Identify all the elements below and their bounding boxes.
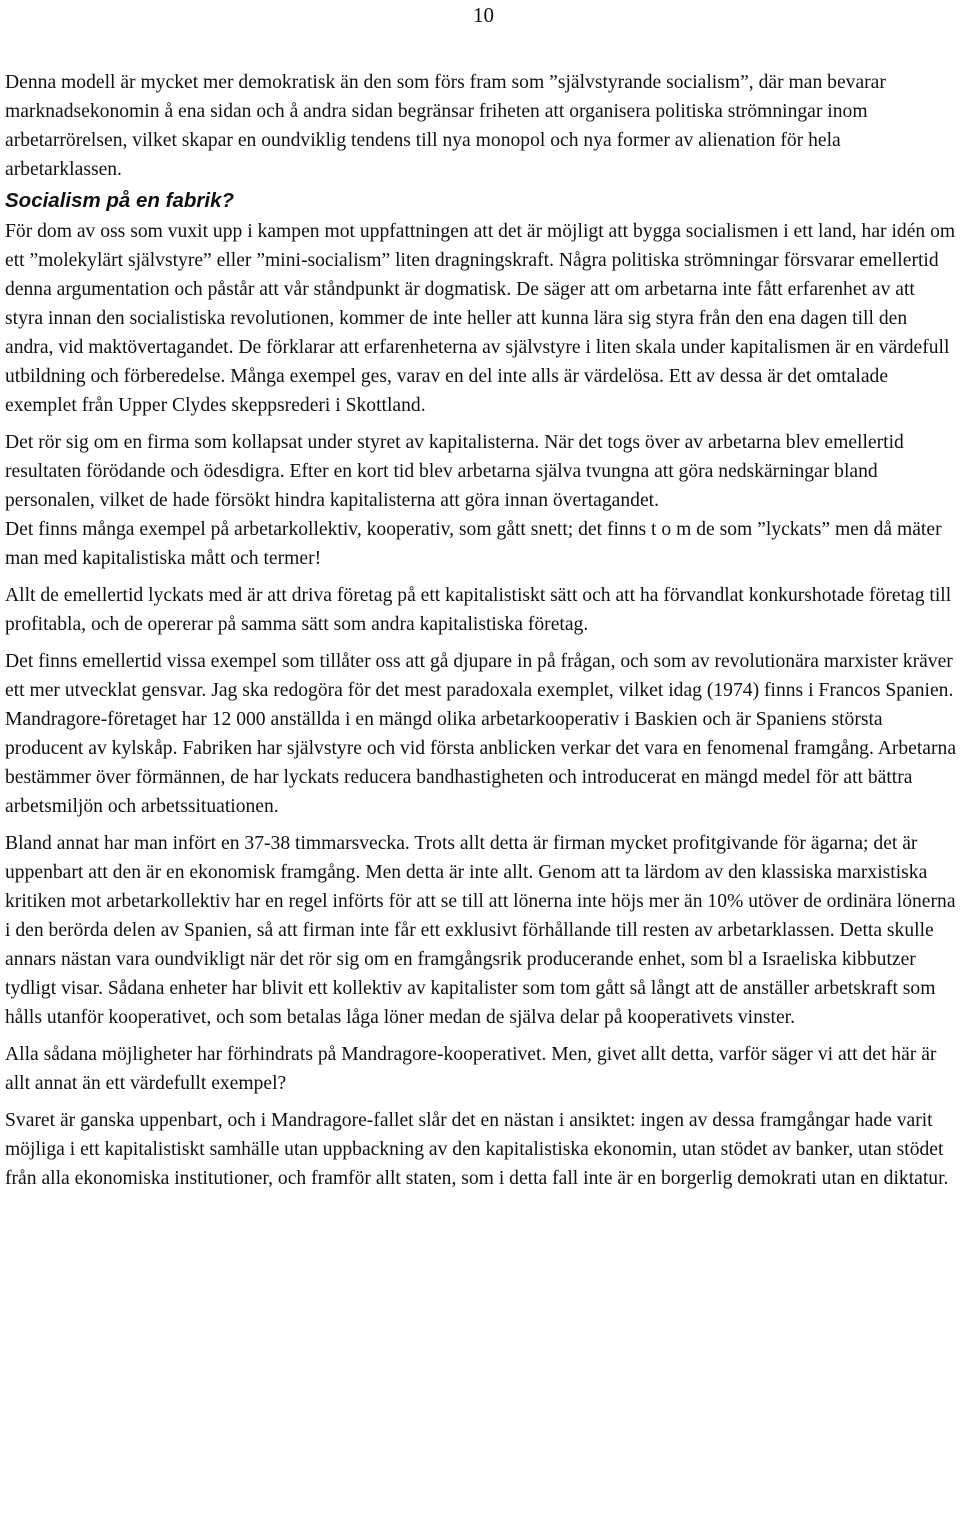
body-paragraph: Bland annat har man infört en 37-38 timmarsvecka. Trots allt detta är firman mycket profitgivande för ägarna; det är uppenbart att den är en ekonomisk framgång. Men detta är inte allt. Genom att ta lärdom av den klassiska marxistiska kritiken mot arbetarkollektiv har en regel införts för att se till att lönerna inte höjs mer än 10% utöver de ordinära lönerna i den berörda delen av Spanien, så att firman inte får ett exklusivt förhållande till resten av arbetarklassen. Detta skulle annars nästan vara oundvikligt när det rör sig om en framgångsrik producerande enhet, som bl a Israeliska kibbutzer tydligt visar. Sådana enheter har blivit ett kollektiv av kapitalister som tom gått så långt att de anställer arbetskraft som hålls utanför kooperativet, och som betalas låga löner medan de själva delar på kooperativets vinster. <box>5 833 956 1028</box>
body-paragraph: Det rör sig om en firma som kollapsat under styret av kapitalisterna. När det togs över av arbetarna blev emellertid resultaten förödande och ödesdigra. Efter en kort tid blev arbetarna själva tvungna att göra nedskärningar bland personalen, vilket de hade försökt hindra kapitalisterna att göra innan övertagandet. <box>5 432 904 511</box>
body-paragraph: Mandragore-företaget har 12 000 anställda i en mängd olika arbetarkooperativ i Baskien och är Spaniens största producent av kylskåp. Fabriken har självstyre och vid första anblicken verkar det vara en fenomenal framgång. Arbetarna bestämmer över förmännen, de har lyckats reducera bandhastigheten och introducerat en mängd medel för att bättra arbetsmiljön och arbetssituationen. <box>5 709 957 817</box>
section-heading: Socialism på en fabrik? <box>5 189 234 212</box>
document-body <box>5 68 957 1193</box>
body-paragraph: Alla sådana möjligheter har förhindrats på Mandragore-kooperativet. Men, givet allt detta, varför säger vi att det här är allt annat än ett värdefullt exempel? <box>5 1044 937 1094</box>
body-paragraph: För dom av oss som vuxit upp i kampen mot uppfattningen att det är möjligt att bygga socialismen i ett land, har idén om ett ”molekylärt självstyre” eller ”mini-socialism” liten dragningskraft. Några politiska strömningar försvarar emellertid denna argumentation och påstår att vår ståndpunkt är dogmatisk. De säger att om arbetarna inte fått erfarenhet av att styra innan den socialistiska revolutionen, kommer de inte heller att kunna lära sig styra från den ena dagen till den andra, vid maktövertagandet. De förklarar att erfarenheterna av självstyre i liten skala under kapitalismen är en värdefull utbildning och förberedelse. Många exempel ges, varav en del inte alls är värdelösa. Ett av dessa är det omtalade exemplet från Upper Clydes skeppsrederi i Skottland. <box>5 221 956 416</box>
body-paragraph: Det finns många exempel på arbetarkollektiv, kooperativ, som gått snett; det finns t o m de som ”lyckats” men då mäter man med kapitalistiska mått och termer! <box>5 519 942 569</box>
body-paragraph: Det finns emellertid vissa exempel som tillåter oss att gå djupare in på frågan, och som av revolutionära marxister kräver ett mer utvecklat gensvar. Jag ska redogöra för det mest paradoxala exemplet, vilket idag (1974) finns i Francos Spanien. <box>5 651 954 701</box>
body-paragraph: Svaret är ganska uppenbart, och i Mandragore-fallet slår det en nästan i ansiktet: ingen av dessa framgångar hade varit möjliga i ett kapitalistiskt samhälle utan uppbackning av den kapitalistiska ekonomin, utan stödet av banker, utan stödet från alla ekonomiska institutioner, och framför allt staten, som i detta fall inte är en borgerlig demokrati utan en diktatur. <box>5 1110 949 1189</box>
page-number: 10 <box>473 3 494 27</box>
intro-paragraph: Denna modell är mycket mer demokratisk än den som förs fram som ”självstyrande socialism”, där man bevarar marknadsekonomin å ena sidan och å andra sidan begränsar friheten att organisera politiska strömningar inom arbetarrörelsen, vilket skapar en oundviklig tendens till nya monopol och nya former av alienation för hela arbetarklassen. <box>5 72 886 180</box>
body-paragraph: Allt de emellertid lyckats med är att driva företag på ett kapitalistiskt sätt och att ha förvandlat konkurshotade företag till profitabla, och de opererar på samma sätt som andra kapitalistiska företag. <box>5 585 952 635</box>
